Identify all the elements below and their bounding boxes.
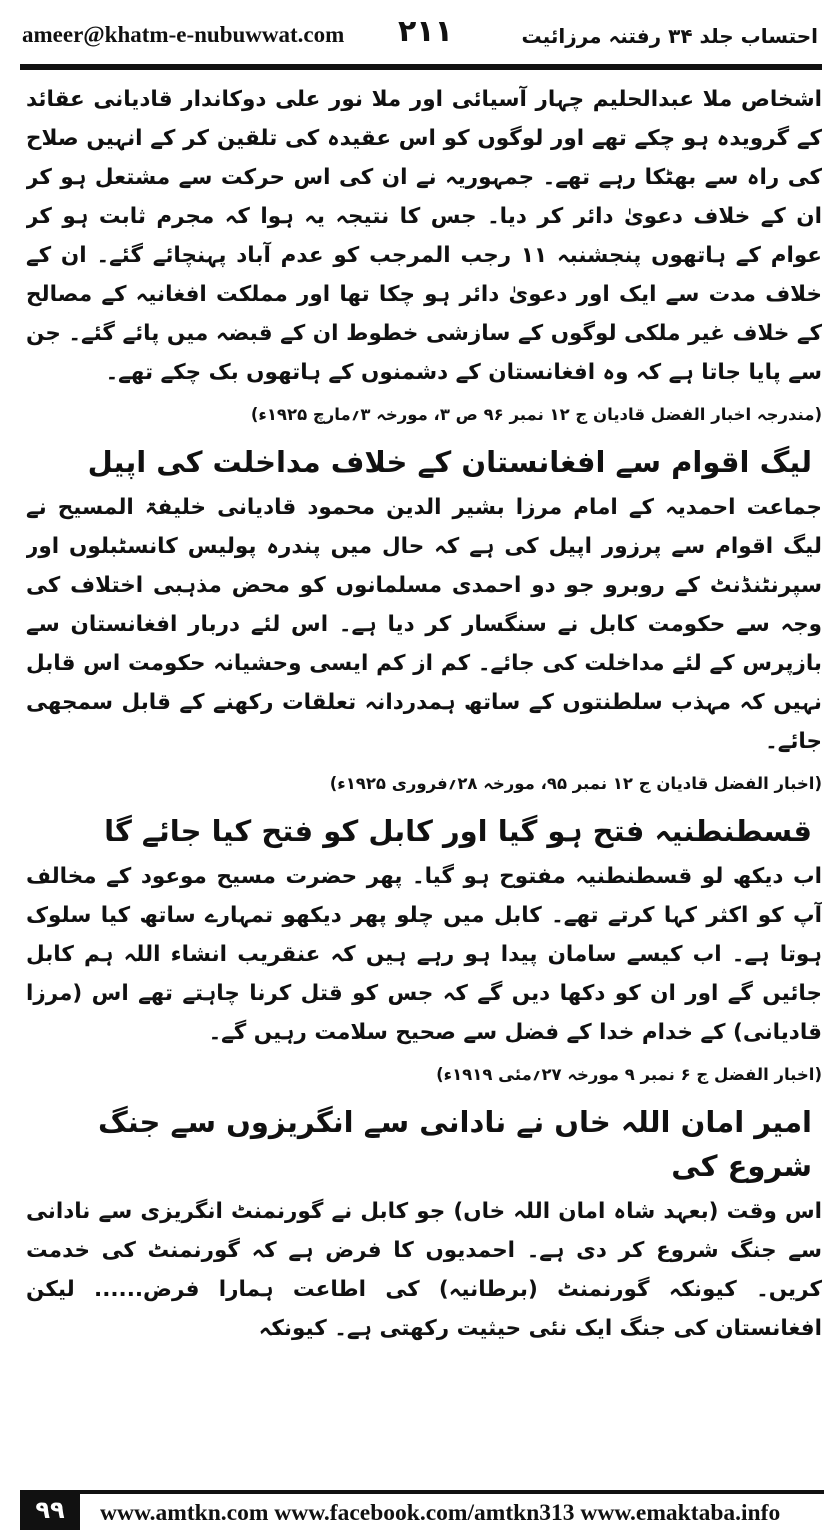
header-running-title: احتساب جلد ۳۴ رفتنہ مرزائیت bbox=[521, 24, 818, 48]
citation-3: (اخبار الفضل ج ۶ نمبر ۹ مورخہ ۲۷؍مئی ۱۹۱۹ء) bbox=[436, 1065, 822, 1084]
page-header bbox=[0, 0, 840, 62]
paragraph-4: اس وقت (بعہد شاہ امان اللہ خاں) جو کابل نے گورنمنٹ انگریزی سے نادانی سے جنگ شروع کر دی ہے۔ احمدیوں کا فرض ہے کہ گورنمنٹ کی خدمت کریں۔ کیونکہ گورنمنٹ (برطانیہ) کی اطاعت ہمارا فرض...... لیکن افغانستان کی جنگ ایک نئی حیثیت رکھتی ہے۔ کیونکہ bbox=[26, 1199, 822, 1341]
page-body bbox=[26, 80, 822, 1475]
header-email: ameer@khatm-e-nubuwwat.com bbox=[22, 22, 345, 47]
section-heading-2: قسطنطنیہ فتح ہو گیا اور کابل کو فتح کیا جائے گا bbox=[104, 814, 812, 848]
header-page-number: ۲۱۱ bbox=[398, 14, 453, 49]
footer-links: www.amtkn.com www.facebook.com/amtkn313 www.emaktaba.info bbox=[100, 1500, 781, 1526]
paragraph-2: جماعت احمدیہ کے امام مرزا بشیر الدین محمود قادیانی خلیفۃ المسیح نے لیگ اقوام سے پرزور اپیل کی ہے کہ حال میں پندرہ پولیس کانسٹبلوں اور سپرنٹنڈنٹ کے روبرو جو دو احمدی مسلمانوں کو محض مذہبی اختلاف کی وجہ سے حکومت کابل نے سنگسار کر دیا ہے۔ اس لئے دربار افغانستان سے بازپرس کے لئے مداخلت کی جائے۔ کم از کم ایسی وحشیانہ حکومت اس قابل نہیں کہ مہذب سلطنتوں کے ساتھ ہمدردانہ تعلقات رکھنے کے قابل سمجھی جائے۔ bbox=[26, 495, 822, 754]
paragraph-3: اب دیکھ لو قسطنطنیہ مفتوح ہو گیا۔ پھر حضرت مسیح موعود کے مخالف آپ کو اکثر کہا کرتے تھے۔ کابل میں چلو پھر دیکھو تمہارے ساتھ کیا سلوک ہوتا ہے۔ اب کیسے سامان پیدا ہو رہے ہیں کہ عنقریب انشاء اللہ ہم کابل جائیں گے اور ان کو دکھا دیں گے کہ جس کو قتل کرنا چاہتے تھے اس (مرزا قادیانی) کے خدام خدا کے فضل سے صحیح سلامت رہیں گے۔ bbox=[26, 864, 822, 1045]
paragraph-1: اشخاص ملا عبدالحلیم چہار آسیائی اور ملا نور علی دوکاندار قادیانی عقائد کے گرویدہ ہو چکے تھے اور لوگوں کو اس عقیدہ کی تلقین کر کے انہیں صلاح کی راہ سے بھٹکا رہے تھے۔ جمہوریہ نے ان کی اس حرکت سے مشتعل ہو کر ان کے خلاف دعویٰ دائر کر دیا۔ جس کا نتیجہ یہ ہوا کہ مجرم ثابت ہو کر عوام کے ہاتھوں پنجشنبہ ۱۱ رجب المرجب کو عدم آباد پہنچائے گئے۔ ان کے خلاف مدت سے ایک اور دعویٰ دائر ہو چکا تھا اور مملکت افغانیہ کے مصالح کے خلاف غیر ملکی لوگوں کے سازشی خطوط ان کے قبضہ میں پائے گئے۔ جن سے پایا جاتا ہے کہ وہ افغانستان کے دشمنوں کے ہاتھوں بک چکے تھے۔ bbox=[26, 87, 822, 385]
footer-rule bbox=[80, 1490, 824, 1494]
page-footer bbox=[0, 1488, 840, 1540]
section-heading-3: امیر امان اللہ خاں نے نادانی سے انگریزوں سے جنگ شروع کی bbox=[98, 1105, 812, 1183]
section-heading-1: لیگ اقوام سے افغانستان کے خلاف مداخلت کی اپیل bbox=[87, 445, 812, 479]
citation-1: (مندرجہ اخبار الفضل قادیان ج ۱۲ نمبر ۹۶ ص ۳، مورخہ ۳؍مارچ ۱۹۲۵ء) bbox=[250, 405, 822, 424]
header-rule bbox=[20, 64, 822, 70]
footer-page-number: ۹۹ bbox=[20, 1490, 80, 1530]
citation-2: (اخبار الفضل قادیان ج ۱۲ نمبر ۹۵، مورخہ ۲۸؍فروری ۱۹۲۵ء) bbox=[329, 774, 822, 793]
